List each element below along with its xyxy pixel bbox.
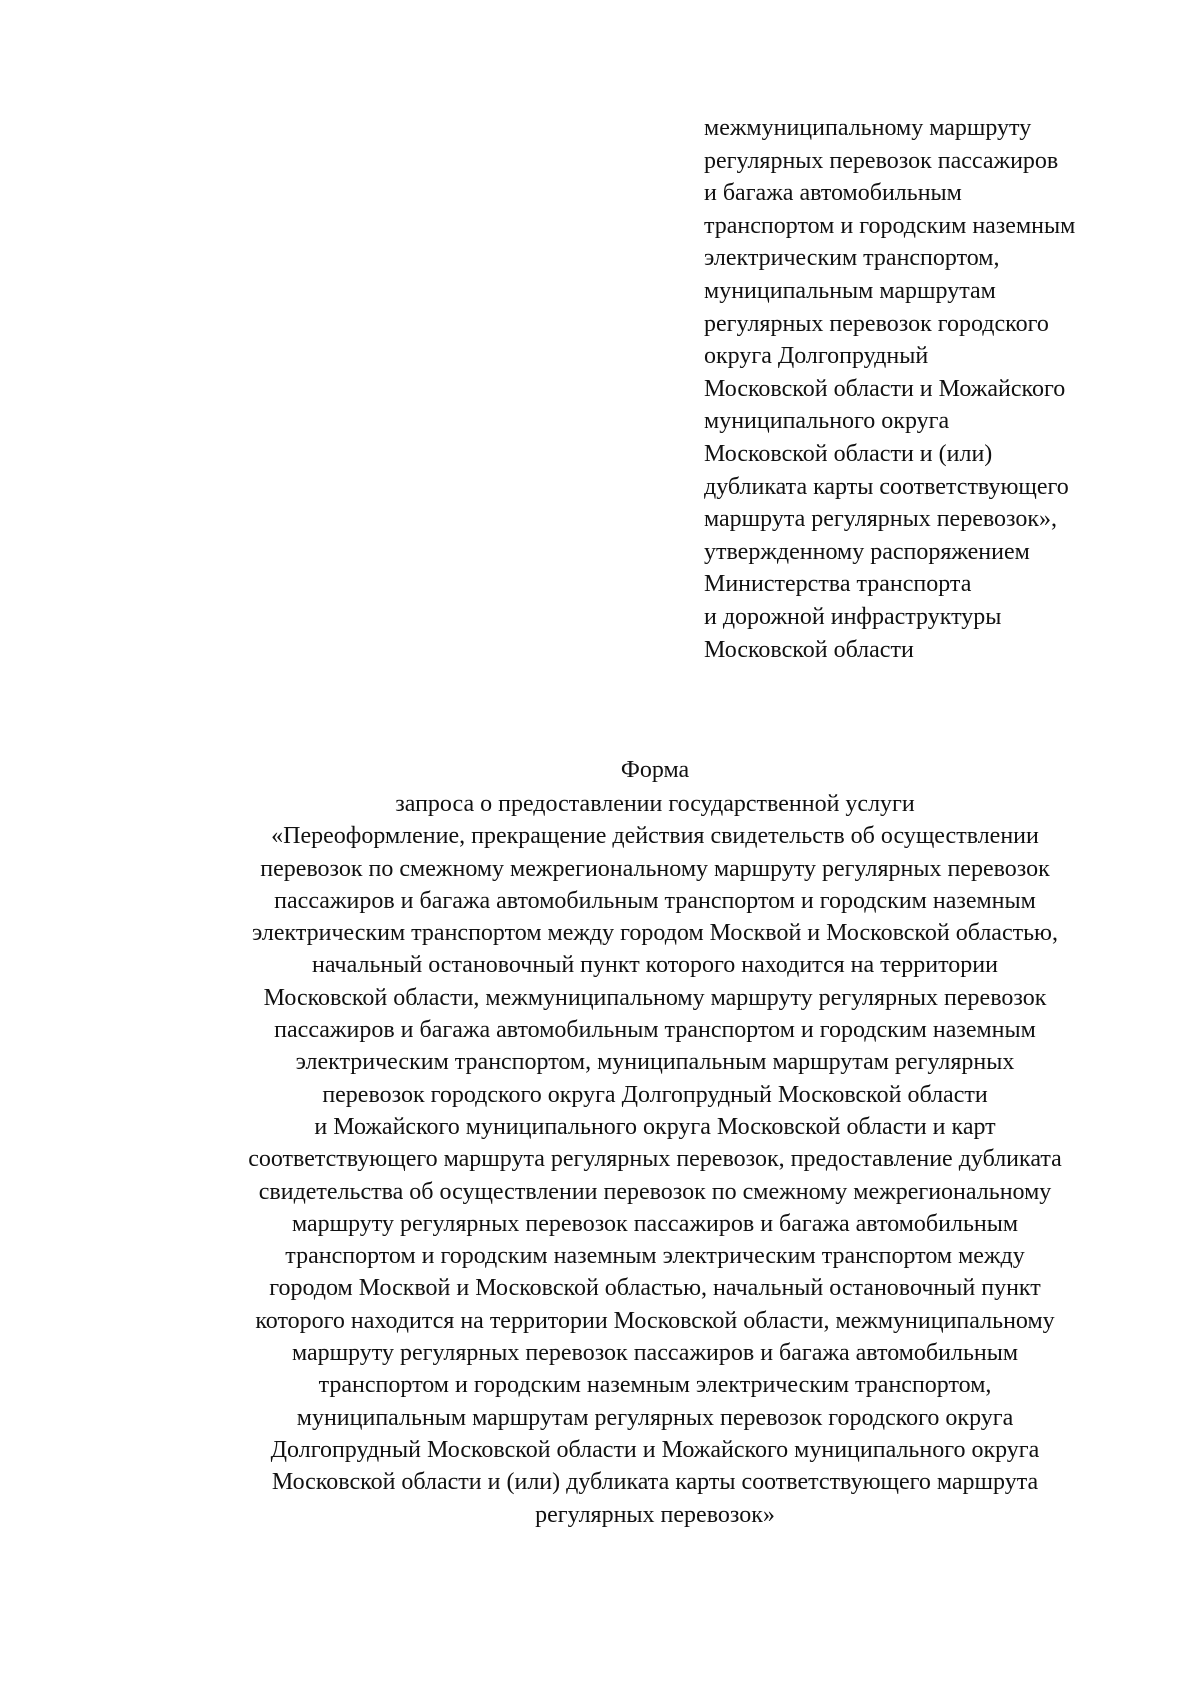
form-line: регулярных перевозок»: [535, 1501, 775, 1528]
form-title: Форма: [620, 757, 690, 783]
header-line: маршрута регулярных перевозок»,: [704, 506, 1058, 533]
header-line: регулярных перевозок городского: [704, 310, 1049, 337]
form-line: электрическим транспортом между городом Москвой и Московской областью,: [252, 920, 1058, 947]
form-line: «Переоформление, прекращение действия свидетельств об осуществлении: [271, 823, 1039, 850]
header-line: транспортом и городским наземным: [704, 212, 1076, 239]
form-line: маршруту регулярных перевозок пассажиров и багажа автомобильным: [291, 1210, 1019, 1237]
header-line: утвержденному распоряжением: [704, 538, 1030, 565]
form-line: маршруту регулярных перевозок пассажиров и багажа автомобильным: [291, 1340, 1019, 1367]
header-line: дубликата карты соответствующего: [704, 473, 1069, 500]
form-line: пассажиров и багажа автомобильным транспортом и городским наземным: [274, 887, 1036, 914]
form-line: перевозок по смежному межрегиональному маршруту регулярных перевозок: [260, 855, 1050, 882]
form-description: [0, 788, 1200, 1531]
header-line: округа Долгопрудный: [704, 343, 929, 370]
form-line: запроса о предоставлении государственной услуги: [395, 791, 915, 817]
header-line: регулярных перевозок пассажиров: [704, 147, 1059, 174]
header-line: Московской области и (или): [704, 440, 993, 467]
form-line: Московской области, межмуниципальному маршруту регулярных перевозок: [263, 984, 1047, 1011]
header-line: Министерства транспорта: [704, 571, 972, 598]
form-line: пассажиров и багажа автомобильным транспортом и городским наземным: [274, 1017, 1036, 1044]
form-line: и Можайского муниципального округа Московской области и карт: [314, 1113, 996, 1140]
form-line: Долгопрудный Московской области и Можайского муниципального округа: [270, 1436, 1040, 1463]
form-line: транспортом и городским наземным электрическим транспортом между: [285, 1243, 1025, 1270]
header-line: и багажа автомобильным: [704, 180, 962, 207]
header-line: межмуниципальному маршруту: [704, 115, 1032, 141]
form-line: электрическим транспортом, муниципальным маршрутам регулярных: [295, 1049, 1015, 1076]
form-line: транспортом и городским наземным электрическим транспортом,: [318, 1372, 992, 1399]
form-line: свидетельства об осуществлении перевозок по смежному межрегиональному: [258, 1178, 1052, 1205]
header-line: муниципального округа: [704, 408, 950, 435]
header-approval-block: [704, 112, 1184, 666]
form-line: соответствующего маршрута регулярных перевозок, предоставление дубликата: [248, 1146, 1062, 1173]
form-line: городом Москвой и Московской областью, начальный остановочный пункт: [269, 1275, 1041, 1302]
header-line: электрическим транспортом,: [704, 245, 1000, 272]
form-line: Московской области и (или) дубликата карты соответствующего маршрута: [271, 1469, 1039, 1496]
header-line: Московской области: [704, 636, 914, 663]
form-line: начальный остановочный пункт которого находится на территории: [312, 952, 998, 979]
form-line: перевозок городского округа Долгопрудный Московской области: [322, 1081, 988, 1108]
header-line: Московской области и Можайского: [704, 375, 1066, 402]
header-line: и дорожной инфраструктуры: [704, 603, 1002, 630]
form-line: которого находится на территории Московской области, межмуниципальному: [255, 1307, 1055, 1334]
form-line: муниципальным маршрутам регулярных перевозок городского округа: [296, 1404, 1014, 1431]
header-line: муниципальным маршрутам: [704, 277, 996, 304]
